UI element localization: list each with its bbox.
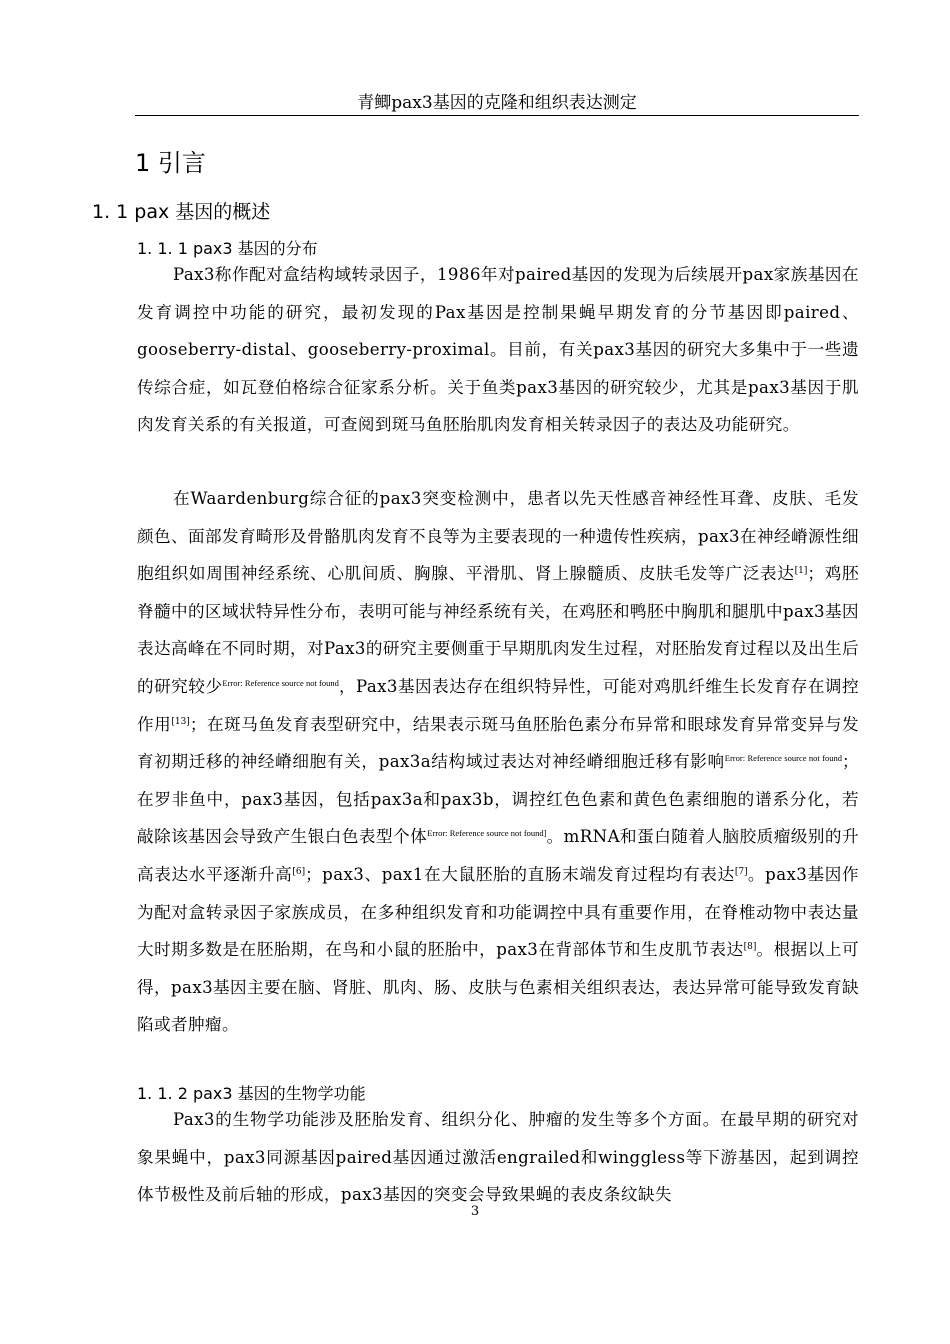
reference-error: Error: Reference source not found — [222, 677, 339, 688]
text-run: 在Waardenburg综合征的pax3突变检测中，患者以先天性感音神经性耳聋、皮肤、毛发颜色、面部发育畸形及骨骼肌肉发育不良等为主要表现的一种遗传性疾病，pax3在神经嵴源性细胞组织如周围神经系统、心肌间质、胸腺、平滑肌、肾上腺髓质、皮肤毛发等广泛表达 — [137, 489, 859, 584]
paragraph: Pax3称作配对盒结构域转录因子，1986年对paired基因的发现为后续展开pax家族基因在发育调控中功能的研究，最初发现的Pax基因是控制果蝇早期发育的分节基因即paired、gooseberry-distal、gooseberry-proximal。目前，有关pax3基因的研究大多集中于一些遗传综合症，如瓦登伯格综合征家系分析。关于鱼类pax3基因的研究较少，尤其是pax3基因于肌肉发育关系的有关报道，可查阅到斑马鱼胚胎肌肉发育相关转录因子的表达及功能研究。 — [137, 265, 859, 435]
text-run: 。mRNA和蛋白随着人脑胶质瘤级别的升高表达水平逐渐升高 — [137, 827, 859, 884]
paragraph: Pax3的生物学功能涉及胚胎发育、组织分化、肿瘤的发生等多个方面。在最早期的研究对象果蝇中，pax3同源基因paired基因通过激活engrailed和winggless等下游基因，起到调控体节极性及前后轴的形成，pax3基因的突变会导致果蝇的表皮条纹缺失 — [137, 1110, 859, 1205]
page-number: 3 — [470, 1204, 480, 1219]
header-rule — [135, 115, 859, 116]
text-run: 。pax3基因作为配对盒转录因子家族成员，在多种组织发育和功能调控中具有重要作用，在脊椎动物中表达量大时期多数是在胚胎期，在鸟和小鼠的胚胎中，pax3在背部体节和生皮肌节表达 — [137, 864, 860, 960]
text-run: ；在罗非鱼中，pax3基因，包括pax3a和pax3b，调控红色色素和黄色色素细胞的谱系分化，若敲除该基因会导致产生银白色表型个体 — [137, 752, 859, 847]
citation: [1] — [794, 566, 808, 577]
running-header: 青鲫pax3基因的克隆和组织表达测定 — [357, 93, 637, 113]
citation: [13] — [171, 716, 190, 727]
text-run: ；鸡胚脊髓中的区域状特异性分布，表明可能与神经系统有关，在鸡胚和鸭胚中胸肌和腿肌中pax3基因表达高峰在不同时期，对Pax3的研究主要侧重于早期肌肉发生过程，对胚胎发育过程以及出生后的研究较少 — [137, 564, 859, 696]
reference-error: Error: Reference source not found — [724, 753, 842, 764]
subsection-title: 1. 1. 1 pax3 基因的分布 — [137, 239, 318, 258]
citation: [8] — [743, 942, 757, 953]
text-run: 。根据以上可得，pax3基因主要在脑、肾脏、肌肉、肠、皮肤与色素相关组织表达，表达异常可能导致发育缺陷或者肿瘤。 — [137, 940, 859, 1035]
citation: [7] — [734, 866, 748, 877]
text-run: ；在斑马鱼发育表型研究中，结果表示斑马鱼胚胎色素分布异常和眼球发育异常变异与发育初期迁移的神经嵴细胞有关，pax3a结构域过表达对神经嵴细胞迁移有影响 — [137, 714, 859, 772]
chapter-title: 1 引言 — [135, 149, 206, 177]
text-run: ，Pax3基因表达存在组织特异性，可能对鸡肌纤维生长发育存在调控作用 — [137, 676, 860, 734]
subsection-title: 1. 1. 2 pax3 基因的生物学功能 — [137, 1084, 366, 1103]
section-title: 1. 1 pax 基因的概述 — [92, 201, 271, 223]
citation: [6] — [292, 866, 306, 877]
paragraph — [137, 480, 859, 1044]
text-run: ；pax3、pax1在大鼠胚胎的直肠末端发育过程均有表达 — [305, 864, 735, 884]
reference-error: Error: Reference source not found] — [427, 828, 547, 839]
